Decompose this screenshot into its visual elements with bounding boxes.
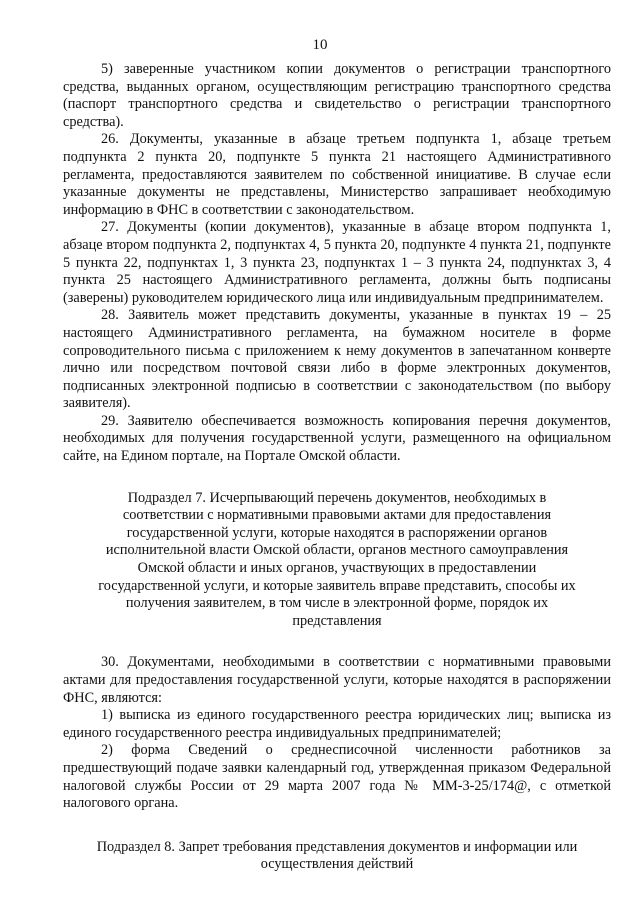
paragraph-28: 28. Заявитель может представить документы, указанные в пунктах 19 – 25 настоящего Административного регламента, на бумажном носителе в форме сопроводительного письма с приложением к нему документов в запечатанном конверте лично или посредством почтовой связи либо в форме электронных документов, подписанных электронной подписью в соответствии с законодательством (по выбору заявителя). xyxy=(63,307,611,412)
paragraph-item-5: 5) заверенные участником копии документов о регистрации транспортного средства, выданных органом, осуществляющим регистрацию транспортного средства (паспорт транспортного средства и свидетельство о регистрации транспортного средства). xyxy=(63,61,611,130)
paragraph-30: 30. Документами, необходимыми в соответствии с нормативными правовыми актами для предоставления государственной услуги, которые находятся в распоряжении ФНС, являются: xyxy=(63,654,611,706)
subsection-7-heading: Подраздел 7. Исчерпывающий перечень документов, необходимых в соответствии с нормативными правовыми актами для предоставления государственной услуги, которые находятся в распоряжении органов исполнительной власти Омской области, органов местного самоуправления Омской области и иных органов, участвующих в предоставлении государственной услуги, и которые заявитель вправе представить, способы их получения заявителем, в том числе в электронной форме, порядок их представления xyxy=(98,489,576,629)
paragraph-27: 27. Документы (копии документов), указанные в абзаце втором подпункта 1, абзаце втором подпункта 2, подпунктах 4, 5 пункта 20, подпункте 4 пункта 21, подпункте 5 пункта 22, подпунктах 1, 3 пункта 23, подпунктах 1 – 3 пункта 24, подпунктах 3, 4 пункта 25 настоящего Административного регламента, должны быть подписаны (заверены) руководителем юридического лица или индивидуальным предпринимателем. xyxy=(63,219,611,306)
paragraph-30-item-2: 2) форма Сведений о среднесписочной численности работников за предшествующий подаче заявки календарный год, утвержденная приказом Федеральной налоговой службы России от 29 марта 2007 года № ММ-3-25/174@, с отметкой налогового органа. xyxy=(63,742,611,812)
paragraph-29: 29. Заявителю обеспечивается возможность копирования перечня документов, необходимых для получения государственной услуги, размещенного на официальном сайте, на Едином портале, на Портале Омской области. xyxy=(63,412,611,465)
document-body xyxy=(63,61,611,874)
paragraph-26: 26. Документы, указанные в абзаце третьем подпункта 1, абзаце третьем подпункта 2 пункта 20, подпункте 5 пункта 21 настоящего Административного регламента, предоставляются заявителем по собственной инициативе. В случае если указанные документы не представлены, Министерство запрашивает необходимую информацию в ФНС в соответствии с законодательством. xyxy=(63,131,611,218)
paragraph-30-item-1: 1) выписка из единого государственного реестра юридических лиц; выписка из единого государственного реестра индивидуальных предпринимателей; xyxy=(63,707,611,741)
page-number: 10 xyxy=(312,37,328,53)
subsection-8-heading: Подраздел 8. Запрет требования представления документов и информации или осуществления действий xyxy=(96,838,578,873)
